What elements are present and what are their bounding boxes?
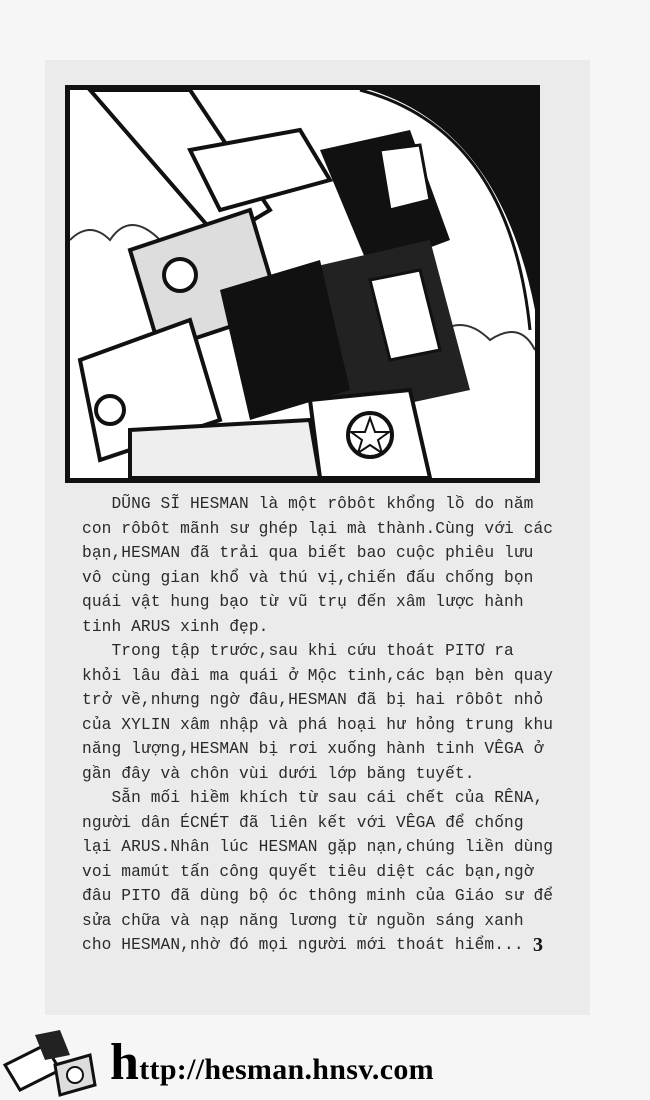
text-line: quái vật hung bạo từ vũ trụ đến xâm lược hành	[82, 593, 524, 611]
text-line: trở về,nhưng ngờ đâu,HESMAN đã bị hai rôbôt nhỏ	[82, 691, 544, 709]
text-line: người dân ÉCNÉT đã liên kết với VÊGA để chống	[82, 813, 524, 832]
page-number: 3	[533, 934, 543, 956]
story-text	[82, 492, 562, 958]
text-line: đâu PITO đã dùng bộ óc thông minh của Giáo sư để	[82, 887, 554, 905]
text-line: gần đây và chôn vùi dưới lớp băng tuyết.	[82, 764, 475, 783]
text-line: DŨNG SĨ HESMAN là một rôbôt khổng lồ do năm	[82, 495, 534, 513]
text-line: Trong tập trước,sau khi cứu thoát PITƠ ra	[82, 642, 514, 660]
text-line: của XYLIN xâm nhập và phá hoại hư hỏng trung khu	[82, 715, 554, 734]
text-line: tinh ARUS xinh đẹp.	[82, 617, 269, 636]
paragraph-2	[82, 639, 562, 786]
website-url[interactable]	[110, 1034, 434, 1091]
paragraph-1	[82, 492, 562, 639]
text-line: bạn,HESMAN đã trải qua biết bao cuộc phiêu lưu	[82, 544, 534, 562]
hesman-robot-drawing	[70, 90, 535, 478]
url-rest: ttp://hesman.hnsv.com	[139, 1053, 434, 1086]
text-line: Sẵn mối hiềm khích từ sau cái chết của RÊNA,	[82, 789, 544, 807]
text-line: cho HESMAN,nhờ đó mọi người mới thoát hiểm...	[82, 936, 524, 954]
paragraph-3	[82, 786, 562, 958]
text-line: khỏi lâu đài ma quái ở Mộc tinh,các bạn bèn quay	[82, 666, 554, 685]
text-line: vô cùng gian khổ và thú vị,chiến đấu chống bọn	[82, 568, 534, 587]
text-line: con rôbôt mãnh sư ghép lại mà thành.Cùng với các	[82, 519, 554, 538]
text-line: năng lượng,HESMAN bị rơi xuống hành tinh VÊGA ở	[82, 740, 544, 758]
text-line: sửa chữa và nạp năng lương từ nguồn sáng xanh	[82, 911, 524, 930]
robot-illustration	[65, 85, 540, 483]
text-line: lại ARUS.Nhân lúc HESMAN gặp nạn,chúng liền dùng	[82, 838, 554, 856]
robot-logo-icon	[0, 1025, 100, 1100]
site-footer	[0, 1025, 650, 1100]
url-initial: h	[110, 1034, 140, 1091]
text-line: voi mamút tấn công quyết tiêu diệt các bạn,ngờ	[82, 862, 534, 881]
